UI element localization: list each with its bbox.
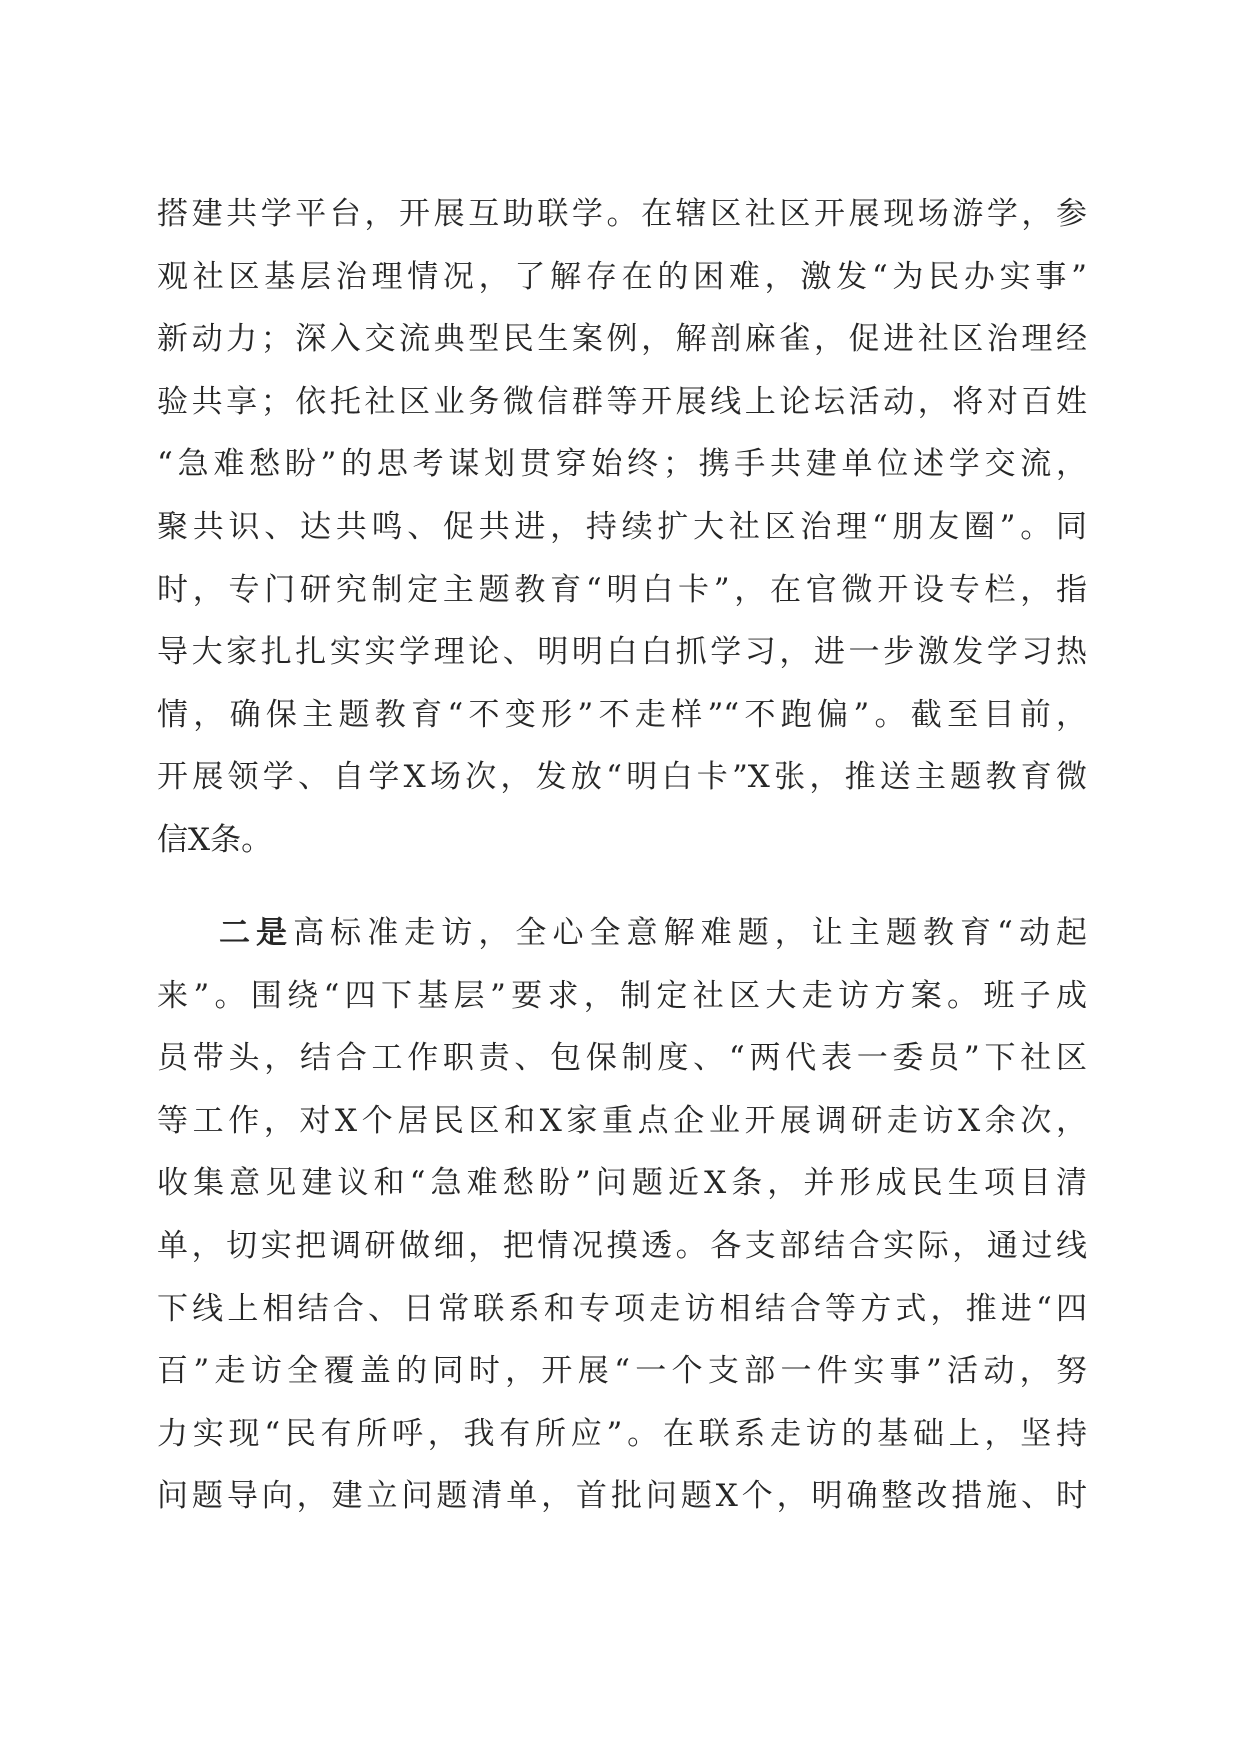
paragraph-2-lead: 二是 (219, 915, 294, 951)
paragraph-2-line: 来”。围绕“四下基层”要求，制定社区大走访方案。班子成 (157, 977, 1087, 1014)
paragraph-1-line: 观社区基层治理情况，了解存在的困难，激发“为民办实事” (157, 258, 1087, 295)
paragraph-1-line: “急难愁盼”的思考谋划贯穿始终；携手共建单位述学交流， (157, 446, 1087, 483)
paragraph-1 (157, 183, 1087, 872)
paragraph-2-line: 百”走访全覆盖的同时，开展“一个支部一件实事”活动，努 (157, 1353, 1087, 1390)
paragraph-1-line: 信X条。 (157, 821, 273, 858)
paragraph-2-first-line-text: 高标准走访，全心全意解难题，让主题教育“动起 (293, 915, 1087, 951)
paragraph-2-line: 下线上相结合、日常联系和专项走访相结合等方式，推进“四 (157, 1290, 1087, 1327)
paragraph-1-line: 导大家扎扎实实学理论、明明白白抓学习，进一步激发学习热 (157, 634, 1087, 671)
paragraph-2-line: 力实现“民有所呼，我有所应”。在联系走访的基础上，坚持 (157, 1415, 1087, 1452)
paragraph-1-line: 时，专门研究制定主题教育“明白卡”，在官微开设专栏，指 (157, 571, 1087, 608)
paragraph-1-line: 搭建共学平台，开展互助联学。在辖区社区开展现场游学，参 (157, 196, 1087, 232)
paragraph-1-line: 情，确保主题教育“不变形”不走样”“不跑偏”。截至目前， (157, 696, 1087, 733)
paragraph-1-line: 聚共识、达共鸣、促共进，持续扩大社区治理“朋友圈”。同 (157, 508, 1087, 545)
paragraph-2 (157, 902, 1087, 1528)
paragraph-2-first-line (157, 902, 1087, 965)
paragraph-1-line: 新动力；深入交流典型民生案例，解剖麻雀，促进社区治理经 (157, 321, 1087, 358)
paragraph-1-line: 开展领学、自学X场次，发放“明白卡”X张，推送主题教育微 (157, 759, 1087, 796)
paragraph-2-line: 员带头，结合工作职责、包保制度、“两代表一委员”下社区 (157, 1040, 1087, 1077)
paragraph-2-line: 单，切实把调研做细，把情况摸透。各支部结合实际，通过线 (157, 1227, 1087, 1264)
paragraph-2-line: 等工作，对X个居民区和X家重点企业开展调研走访X余次， (157, 1102, 1087, 1139)
paragraph-1-line: 验共享；依托社区业务微信群等开展线上论坛活动，将对百姓 (157, 383, 1087, 420)
paragraph-2-line: 收集意见建议和“急难愁盼”问题近X条，并形成民生项目清 (157, 1165, 1087, 1202)
paragraph-2-line: 问题导向，建立问题清单，首批问题X个，明确整改措施、时 (157, 1478, 1087, 1515)
